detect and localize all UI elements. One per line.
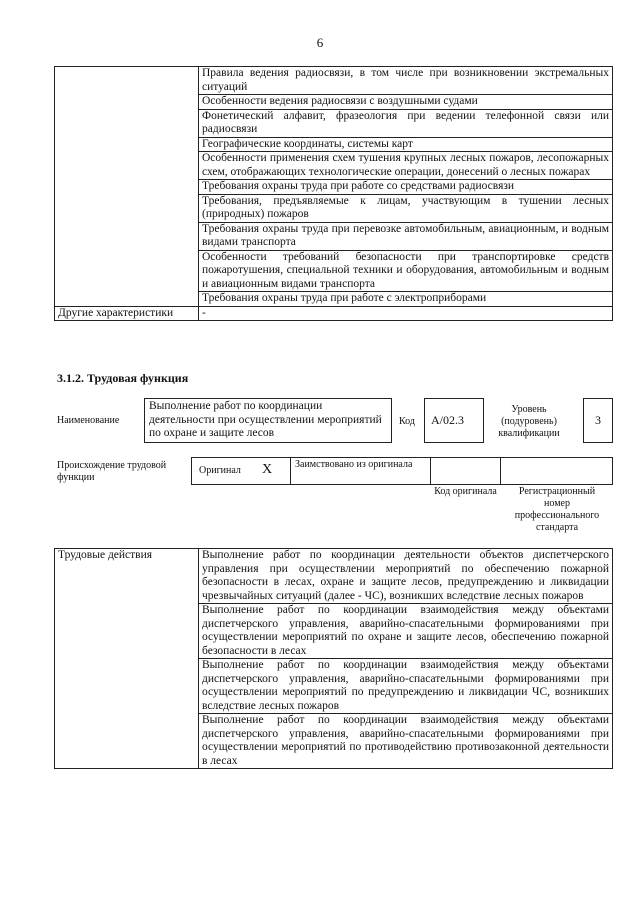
original-code-cell — [430, 457, 501, 485]
other-characteristics-label: Другие характеристики — [55, 306, 199, 321]
origin-label: Происхождение трудовой функции — [57, 460, 167, 483]
action-row: Выполнение работ по координации взаимодействия между объектами диспетчерского управления, аварийно-спасательными формированиями при осуществлении мероприятий по противодействию противозаконной деятельности в лесах — [199, 714, 613, 769]
knowledge-row: Требования, предъявляемые к лицам, участвующим в тушении лесных (природных) пожаров — [199, 194, 613, 222]
actions-table — [54, 548, 613, 769]
borrowed-cell — [290, 457, 431, 485]
knowledge-row: Фонетический алфавит, фразеология при ведении телефонной связи или радиосвязи — [199, 109, 613, 137]
section-title: 3.1.2. Трудовая функция — [57, 371, 189, 385]
original-cell — [191, 457, 291, 485]
knowledge-label-cell — [55, 67, 199, 307]
function-name-value: Выполнение работ по координации деятельности при осуществлении мероприятий по охране и защите лесов — [149, 400, 382, 439]
actions-label: Трудовые действия — [55, 549, 199, 769]
code-label: Код — [399, 416, 415, 427]
knowledge-row: Требования охраны труда при работе с электроприборами — [199, 292, 613, 307]
action-row: Выполнение работ по координации взаимодействия между объектами диспетчерского управления, аварийно-спасательными формированиями при осуществлении мероприятий по охране и защите лесов, обеспечению пожарной безопасности в лесах — [199, 604, 613, 659]
original-mark: X — [262, 462, 273, 477]
knowledge-row: Географические координаты, системы карт — [199, 137, 613, 152]
level-label: Уровень (подуровень) квалификации — [498, 404, 560, 439]
knowledge-table — [54, 66, 613, 321]
function-name-box — [144, 398, 392, 443]
borrowed-label: Заимствовано из оригинала — [295, 459, 413, 470]
knowledge-row: Особенности применения схем тушения крупных лесных пожаров, лесопожарных схем, отображающих технологические операции, донесений о лесных пожарах — [199, 152, 613, 180]
reg-caption: Регистрационный номер профессионального стандарта — [514, 486, 600, 533]
code-value: А/02.3 — [431, 413, 464, 427]
knowledge-row: Правила ведения радиосвязи, в том числе при возникновении экстремальных ситуаций — [199, 67, 613, 95]
page-number: 6 — [316, 35, 324, 50]
code-box — [424, 398, 484, 443]
reg-number-cell — [500, 457, 613, 485]
knowledge-row: Особенности ведения радиосвязи с воздушными судами — [199, 95, 613, 110]
level-box — [583, 398, 613, 443]
original-label: Оригинал — [199, 465, 241, 476]
knowledge-row: Требования охраны труда при перевозке автомобильным, авиационным, и водным видами транспорта — [199, 222, 613, 250]
level-value: 3 — [595, 413, 601, 427]
name-label: Наименование — [57, 415, 120, 426]
code-caption: Код оригинала — [434, 486, 497, 497]
knowledge-row: Требования охраны труда при работе со средствами радиосвязи — [199, 180, 613, 195]
knowledge-row: Особенности требований безопасности при транспортировке средств пожаротушения, специальной техники и оборудования, автомобильным и водным и авиационным видами транспорта — [199, 250, 613, 292]
action-row: Выполнение работ по координации взаимодействия между объектами диспетчерского управления, аварийно-спасательными формированиями при осуществлении мероприятий по предупреждению и ликвидации ЧС, возникших вследствие лесных пожаров — [199, 659, 613, 714]
other-characteristics-value: - — [199, 306, 613, 321]
action-row: Выполнение работ по координации деятельности объектов диспетчерского управления при осуществлении мероприятий по обеспечению пожарной безопасности в лесах, охране и защите лесов, предупреждению и ликвидации чрезвычайных ситуаций (далее - ЧС), возникших вследствие лесных пожаров — [199, 549, 613, 604]
